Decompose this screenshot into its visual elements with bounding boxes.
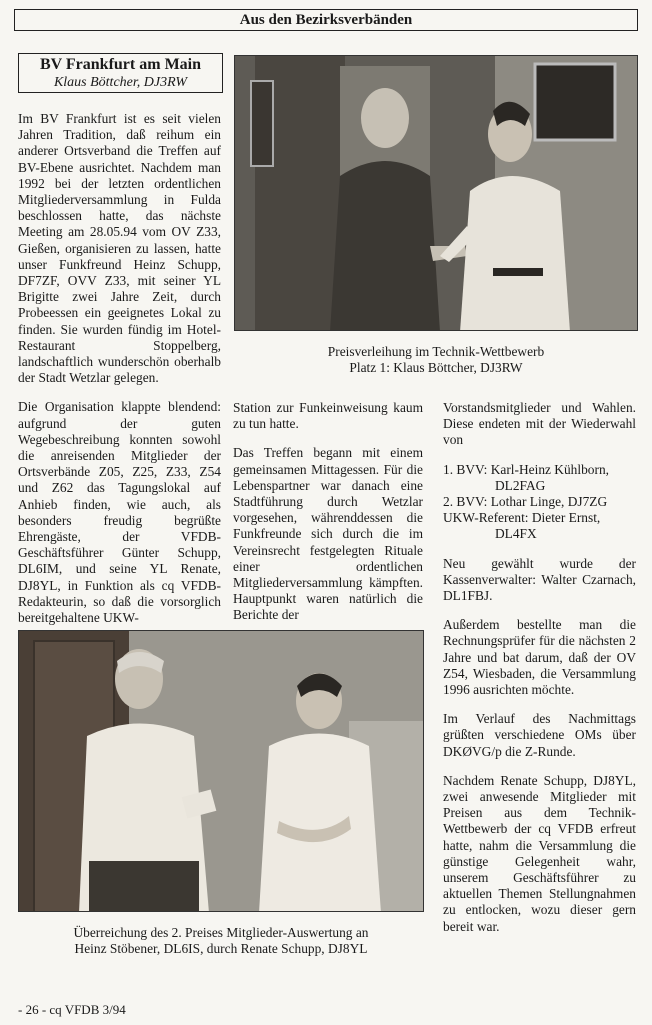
paragraph: Nachdem Renate Schupp, DJ8YL, zwei anwesende Mitglieder mit Preisen aus dem Technik-Wettbewerb der cq VFDB erfreut hatte, nahm die Versammlung die günstige Gelegenheit wahr, unserem Geschäftsführer zu aktuellen Themen Stellungnahmen zu entlocken, wozu dieser gern bereit war. <box>443 772 636 934</box>
column-left <box>18 111 221 639</box>
list-item-callsign: DL2FAG <box>495 477 546 493</box>
caption-line: Preisverleihung im Technik-Wettbewerb <box>327 344 545 359</box>
list-item-callsign: DL4FX <box>495 526 537 542</box>
caption-photo-2 <box>18 925 424 957</box>
caption-photo-1 <box>234 344 638 376</box>
paragraph: Im BV Frankfurt ist es seit vielen Jahren Tradition, daß reihum ein anderer Ortsverband die Treffen auf BV-Ebene ausrichtet. Nachdem man 1992 bei der letzten ordentlichen Mitgliederversammlung in Fulda beschlossen hatte, das nächste Meeting am 28.05.94 vom OV Z33, Gießen, organisieren zu lassen, hatte unser Funkfreund Heinz Schupp, DF7ZF, OVV Z33, mit seiner YL Brigitte zwei Jahre Zeit, durch Probeessen ein geeignetes Lokal zu finden. Sie wurden fündig im Hotel-Restaurant Stoppelberg, landschaftlich wunderschön oberhalb der Stadt Wetzlar gelegen. <box>18 111 221 386</box>
article-title-box <box>18 53 223 93</box>
list-item: 2. BVV: Lothar Linge, DJ7ZG <box>443 494 608 510</box>
list-item: UKW-Referent: Dieter Ernst, <box>443 510 601 526</box>
paragraph: Neu gewählt wurde der Kassenverwalter: Walter Czarnach, DL1FBJ. <box>443 555 636 604</box>
photo-handshake-image <box>235 56 638 331</box>
paragraph: Station zur Funkeinweisung kaum zu tun hatte. <box>233 400 423 432</box>
caption-line: Heinz Stöbener, DL6IS, durch Renate Schupp, DJ8YL <box>74 941 368 956</box>
paragraph: Im Verlauf des Nachmittags grüßten verschiedene OMs über DKØVG/p die Z-Runde. <box>443 711 636 759</box>
photo-prize-image <box>19 631 424 912</box>
paragraph: Die Organisation klappte blendend: aufgrund der guten Wegebeschreibung konnten sowohl die anreisenden Mitglieder der Ortsverbände Z05, Z25, Z33, Z54 und Z62 das Tagungslokal auf Anhieb finden, wie auch, als besonders freudig begrüßte Ehrengäste, der VFDB-Geschäftsführer Günter Schupp, DL6IM, und seine YL Renate, DJ8YL, in Funktion als cq VFDB-Redakteurin, so daß die vorsorglich bereitgehaltene UKW- <box>18 399 221 626</box>
caption-line: Überreichung des 2. Preises Mitglieder-Auswertung an <box>73 925 369 940</box>
caption-line: Platz 1: Klaus Böttcher, DJ3RW <box>349 360 523 375</box>
article-title: BV Frankfurt am Main <box>39 56 202 73</box>
section-header <box>14 9 638 31</box>
article-author: Klaus Böttcher, DJ3RW <box>53 75 188 90</box>
photo-award-handshake <box>234 55 638 331</box>
column-middle <box>233 400 423 637</box>
list-item: 1. BVV: Karl-Heinz Kühlborn, <box>443 461 609 477</box>
photo-prize-handover <box>18 630 424 912</box>
column-right <box>443 400 636 948</box>
paragraph: Das Treffen begann mit einem gemeinsamen Mittagessen. Für die Lebenspartner war danach eine Stadtführung durch Wetzlar vorgesehen, währenddessen die Funkfreunde sich durch die im Vereinsrecht festgelegten Rituale einer ordentlichen Mitgliederversammlung kämpften. Hauptpunkt waren natürlich die Berichte der <box>233 445 423 623</box>
page-footer: - 26 - cq VFDB 3/94 <box>18 1002 126 1017</box>
officer-list <box>443 462 636 543</box>
paragraph: Vorstandsmitglieder und Wahlen. Diese endeten mit der Wiederwahl von <box>443 400 636 448</box>
paragraph: Außerdem bestellte man die Rechnungsprüfer für die nächsten 2 Jahre und bat darum, daß der OV Z54, Wiesbaden, die Versammlung 1996 ausrichten möchte. <box>443 617 636 698</box>
section-title: Aus den Bezirksverbänden <box>239 11 413 28</box>
